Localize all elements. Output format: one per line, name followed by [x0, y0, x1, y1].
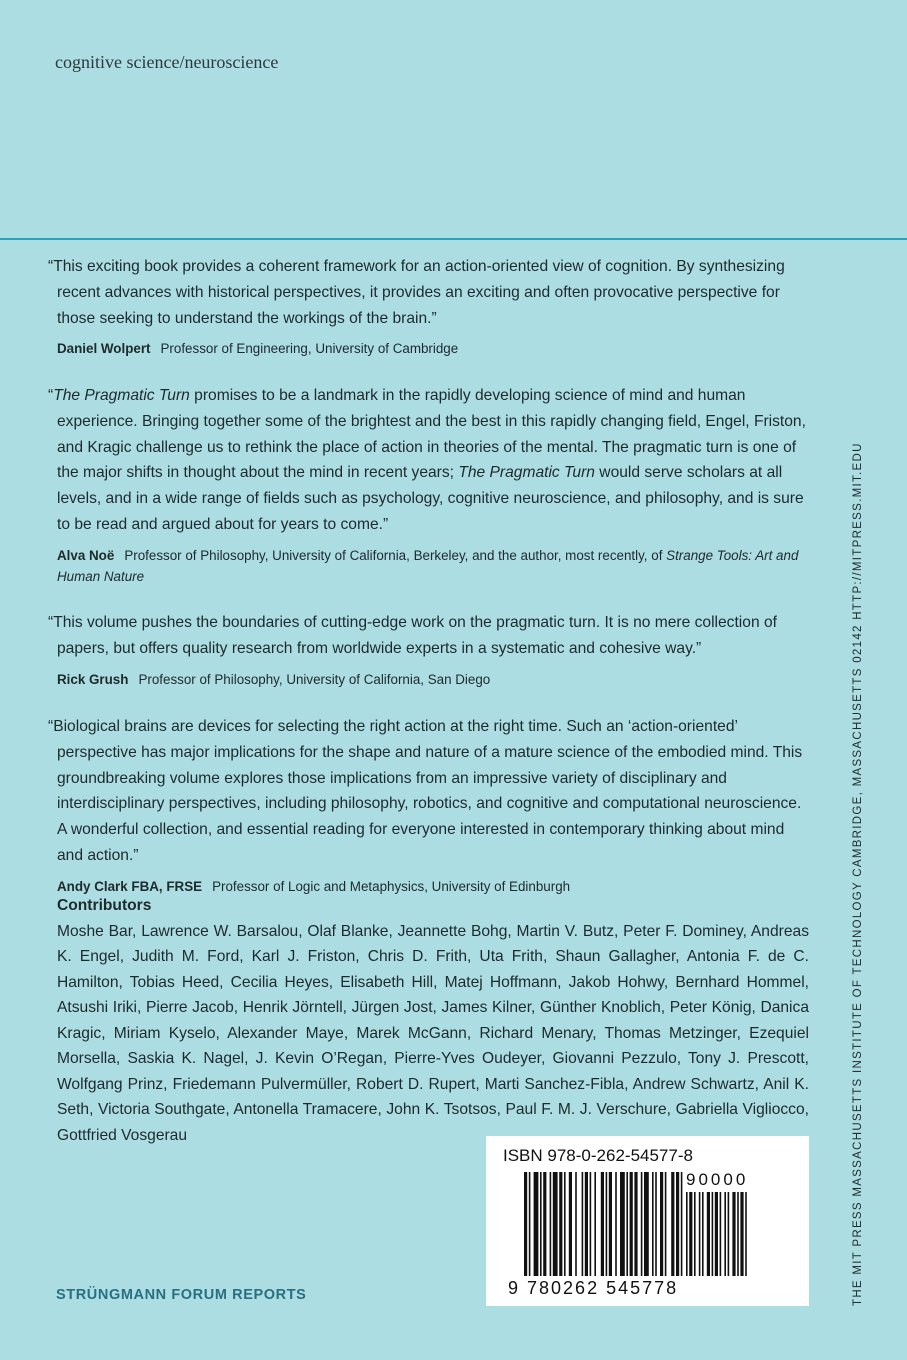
barcode-bar	[681, 1172, 683, 1276]
barcode-bar	[524, 1172, 527, 1276]
barcode-bar	[676, 1172, 679, 1276]
barcode-bar	[550, 1172, 552, 1276]
barcode-bar	[609, 1172, 612, 1276]
quote-affiliation-title: Strange Tools: Art and Human Nature	[57, 547, 799, 584]
barcode-bar	[620, 1172, 625, 1276]
barcode-bar	[582, 1172, 584, 1276]
addon-bar	[720, 1192, 722, 1276]
quote-grush	[48, 610, 813, 690]
quote-affiliation: Professor of Engineering, University of Cambridge	[160, 341, 459, 357]
addon-bar	[728, 1192, 730, 1276]
quote-wolpert	[48, 254, 813, 359]
quote-clark	[48, 714, 813, 897]
contributors-heading: Contributors	[57, 897, 152, 914]
barcode-digits: 9 780262 545778	[508, 1278, 679, 1298]
quote-affiliation: Professor of Logic and Metaphysics, University of Edinburgh	[212, 878, 571, 894]
book-title: The Pragmatic Turn	[458, 464, 595, 482]
barcode-bar	[540, 1172, 542, 1276]
barcode-bar	[644, 1172, 649, 1276]
barcode-bar	[671, 1172, 674, 1276]
addon-bar	[689, 1192, 692, 1276]
quote-affiliation: Professor of Philosophy, University of California, Berkeley, and the author, most recently, of	[124, 547, 667, 563]
barcode-bar	[569, 1172, 572, 1276]
barcode-bar	[634, 1172, 637, 1276]
quote-author: Daniel Wolpert	[57, 341, 151, 357]
addon-bar	[745, 1192, 747, 1276]
addon-bar	[732, 1192, 735, 1276]
book-title: The Pragmatic Turn	[53, 387, 190, 404]
addon-bar	[712, 1192, 714, 1276]
quote-text: “This volume pushes the boundaries of cutting-edge work on the pragmatic turn. It is no mere collection of papers, but offers quality research from worldwide experts in a systematic and cohesive way.”	[48, 614, 777, 657]
contributors-section	[57, 893, 809, 1148]
barcode-bar	[529, 1172, 531, 1276]
barcode-bar	[553, 1172, 558, 1276]
addon-bar	[694, 1192, 696, 1276]
barcode-bar	[660, 1172, 663, 1276]
quote-author: Andy Clark FBA, FRSE	[57, 878, 203, 894]
barcode-bar	[601, 1172, 604, 1276]
addon-bar	[707, 1192, 710, 1276]
quote-author: Alva Noë	[57, 547, 115, 563]
barcode-bar	[626, 1172, 628, 1276]
barcode-bar	[585, 1172, 588, 1276]
quote-affiliation: Professor of Philosophy, University of California, San Diego	[138, 671, 491, 687]
quote-text: “The Pragmatic Turn promises to be a landmark in the rapidly developing science of mind and human experience. Bringing together some of the brightest and the best in this rapidly changing field, Engel, Friston, and Kragic challenge us to rethink the place of action in theories of the mental. The pragmatic turn is one of the major shifts in thought about the mind in recent years; The Pragmatic Turn would serve scholars at all levels, and in a wide range of fields such as psychology, cognitive neuroscience, and philosophy, and is sure to be read and argued about for years to come.”	[48, 387, 806, 533]
addon-bar	[686, 1192, 688, 1276]
addon-bar	[699, 1192, 701, 1276]
quote-attribution	[57, 545, 813, 587]
quote-text-part: promises to be a landmark in the rapidly developing science of mind and human experience. Bringing together some of the brightest and the best in this rapidly changing field, Engel, Friston, and Kragic challenge us to rethink the place of action in theories of the mental. The pragmatic turn is one of the major shifts in thought about the mind in recent years;	[57, 387, 806, 482]
barcode-bar	[606, 1172, 608, 1276]
barcode-bar	[559, 1172, 562, 1276]
barcode-bar	[594, 1172, 596, 1276]
addon-bar	[740, 1192, 743, 1276]
quote-text: “This exciting book provides a coherent framework for an action-oriented view of cognition. By synthesizing recent advances with historical perspectives, it provides an exciting and often provocative perspective for those seeking to understand the workings of the brain.”	[48, 258, 785, 327]
quote-text-part: would serve scholars at all levels, and in a wide range of fields such as psychology, cognitive neuroscience, and philosophy, and is sure to be read and argued about for years to come.”	[57, 464, 804, 533]
barcode-bar	[575, 1172, 577, 1276]
header-divider	[0, 238, 907, 240]
addon-bar	[724, 1192, 726, 1276]
category-label: cognitive science/neuroscience	[55, 52, 279, 72]
barcode-bar	[543, 1172, 546, 1276]
quote-author: Rick Grush	[57, 671, 129, 687]
barcode-box	[486, 1136, 809, 1306]
barcode-bar	[665, 1172, 667, 1276]
series-name: STRÜNGMANN FORUM REPORTS	[56, 1287, 307, 1303]
quote-attribution	[57, 669, 813, 690]
barcode-bar	[590, 1172, 592, 1276]
quote-attribution	[57, 338, 813, 359]
barcode-bar	[534, 1172, 539, 1276]
barcode-bar	[652, 1172, 654, 1276]
barcode-bar	[655, 1172, 657, 1276]
spine-text: THE MIT PRESS MASSACHUSETTS INSTITUTE OF TECHNOLOGY CAMBRIDGE, MASSACHUSETTS 02142 HTTP://MITPRESS.MIT.EDU	[852, 442, 864, 1306]
quote-text: “Biological brains are devices for selecting the right action at the right time. Such an ‘action-oriented’ perspective has major implications for the shape and nature of a mature science of the embodied mind. This groundbreaking volume explores those implications from an impressive variety of disciplinary and interdisciplinary perspectives, including philosophy, robotics, and cognitive and computational neuroscience. A wonderful collection, and essential reading for everyone interested in contemporary thinking about mind and action.”	[48, 718, 803, 864]
barcode-bar	[630, 1172, 633, 1276]
addon-bar	[715, 1192, 718, 1276]
quote-noe	[48, 383, 813, 587]
barcode-bar	[564, 1172, 566, 1276]
addon-bar	[737, 1192, 739, 1276]
barcode-bar	[641, 1172, 643, 1276]
addon-bar	[702, 1192, 704, 1276]
barcode-bar	[615, 1172, 617, 1276]
isbn-label: ISBN 978-0-262-54577-8	[503, 1146, 693, 1165]
contributors-list: Moshe Bar, Lawrence W. Barsalou, Olaf Blanke, Jeannette Bohg, Martin V. Butz, Peter F. Dominey, Andreas K. Engel, Judith M. Ford, Karl J. Friston, Chris D. Frith, Uta Frith, Shaun Gallagher, Antonia F. de C. Hamilton, Tobias Heed, Cecilia Heyes, Elisabeth Hill, Matej Hoffmann, Jakob Hohwy, Bernhard Hommel, Atsushi Iriki, Pierre Jacob, Henrik Jörntell, Jürgen Jost, James Kilner, Günther Knoblich, Peter König, Danica Kragic, Miriam Kyselo, Alexander Maye, Marek McGann, Richard Menary, Thomas Metzinger, Ezequiel Morsella, Saskia K. Nagel, J. Kevin O’Regan, Pierre-Yves Oudeyer, Giovanni Pezzulo, Tony J. Prescott, Wolfgang Prinz, Friedemann Pulvermüller, Robert D. Rupert, Marti Sanchez-Fibla, Andrew Schwartz, Anil K. Seth, Victoria Southgate, Antonella Tramacere, John K. Tsotsos, Paul F. M. J. Verschure, Gabriella Vigliocco, Gottfried Vosgerau	[57, 922, 809, 1144]
price-code: 90000	[686, 1170, 749, 1189]
